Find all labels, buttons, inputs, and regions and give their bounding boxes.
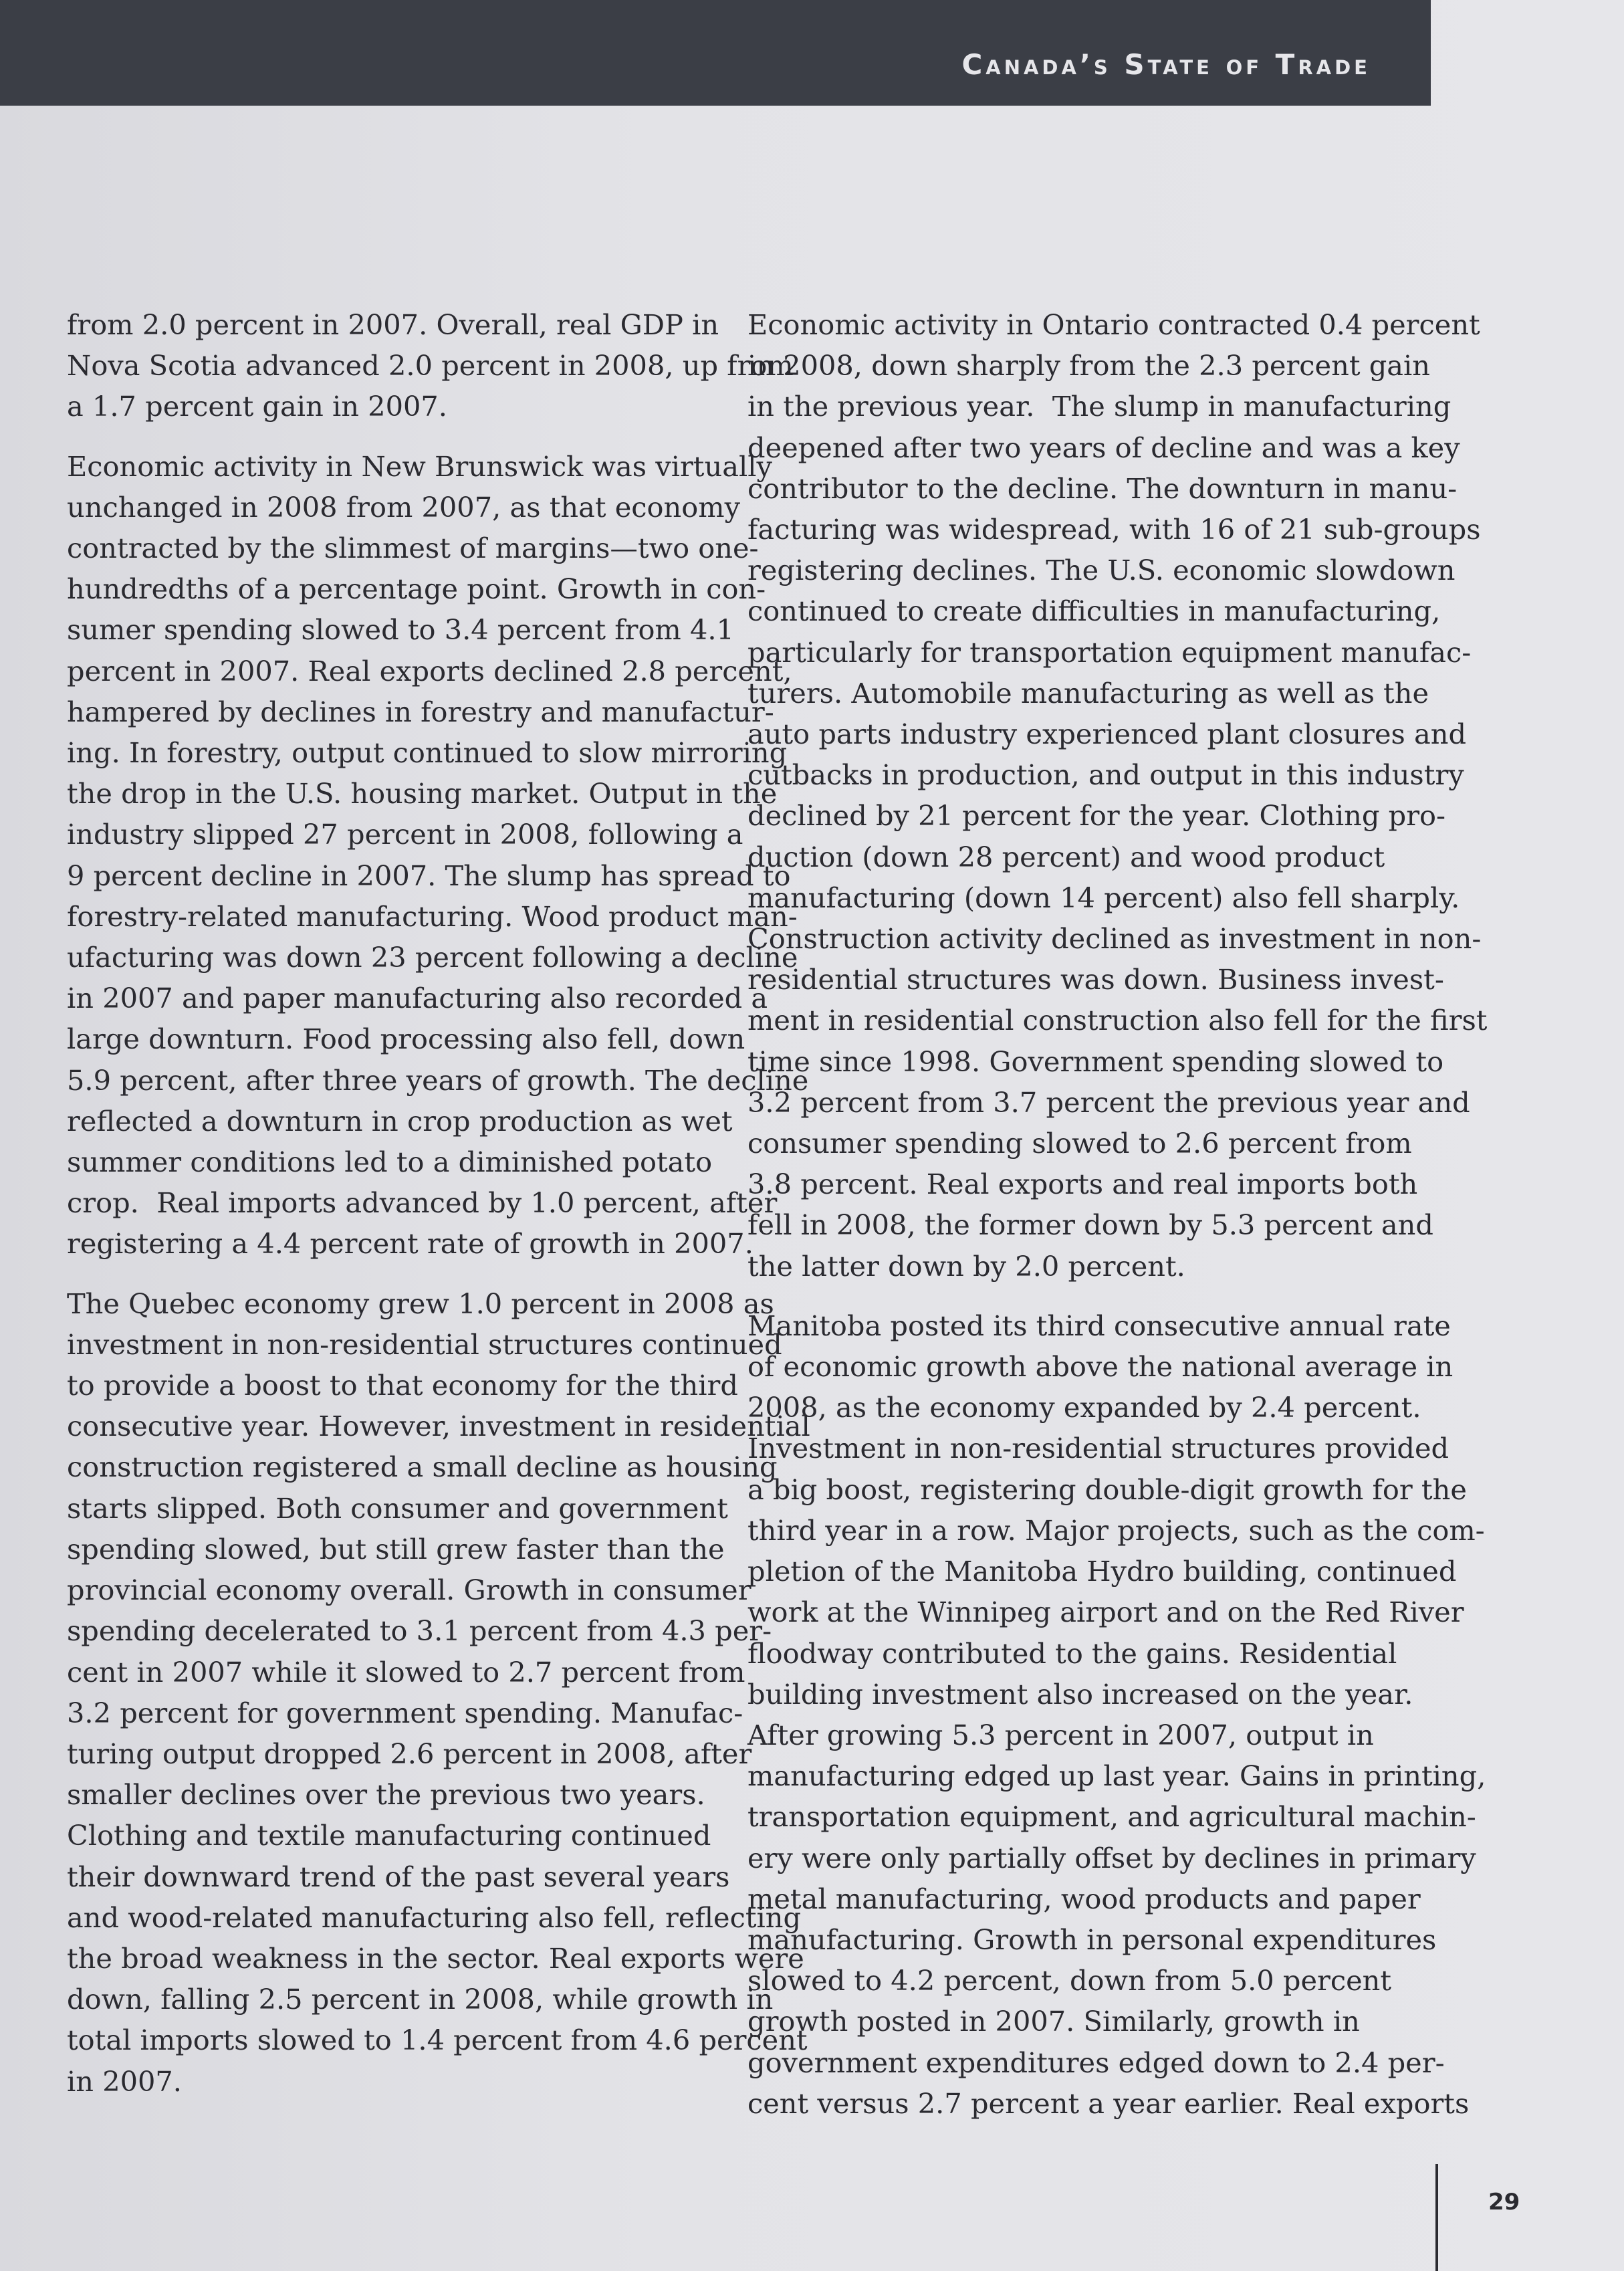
text-line: declined by 21 percent for the year. Clothing pro- [747, 799, 1446, 833]
text-line: construction registered a small decline as housing [67, 1450, 778, 1484]
text-line: the latter down by 2.0 percent. [747, 1249, 1185, 1283]
text-line: consecutive year. However, investment in residential [67, 1410, 810, 1443]
text-line: growth posted in 2007. Similarly, growth in [747, 2005, 1360, 2038]
text-line: deepened after two years of decline and was a key [747, 431, 1460, 464]
running-header-title: Canada’s State of Trade [961, 48, 1371, 81]
paragraph [67, 304, 794, 427]
text-line: ment in residential construction also fell for the first [747, 1004, 1488, 1037]
text-line: contracted by the slimmest of margins—two one- [67, 532, 759, 565]
text-line: 2008, as the economy expanded by 2.4 percent. [747, 1391, 1421, 1424]
text-line: work at the Winnipeg airport and on the Red River [747, 1596, 1464, 1629]
text-line: a big boost, registering double-digit growth for the [747, 1473, 1467, 1506]
text-line: down, falling 2.5 percent in 2008, while growth in [67, 1983, 774, 2016]
text-line: forestry-related manufacturing. Wood product man- [67, 899, 798, 933]
text-line: smaller declines over the previous two years. [67, 1778, 705, 1812]
text-line: ufacturing was down 23 percent following a decline [67, 941, 798, 974]
text-line: large downturn. Food processing also fell, down [67, 1022, 745, 1056]
text-line: metal manufacturing, wood products and paper [747, 1882, 1421, 1915]
text-line: fell in 2008, the former down by 5.3 percent and [747, 1208, 1433, 1242]
page-number: 29 [1488, 2189, 1520, 2215]
text-line: investment in non-residential structures continued [67, 1327, 782, 1361]
text-line: hampered by declines in forestry and manufactur- [67, 695, 774, 728]
text-line: from 2.0 percent in 2007. Overall, real GDP in [67, 308, 719, 341]
text-line: summer conditions led to a diminished potato [67, 1146, 713, 1179]
text-line: cent in 2007 while it slowed to 2.7 percent from [67, 1655, 745, 1689]
text-line: Investment in non-residential structures provided [747, 1432, 1449, 1465]
text-line: time since 1998. Government spending slowed to [747, 1045, 1444, 1078]
text-line: continued to create difficulties in manufacturing, [747, 594, 1441, 628]
text-line: registering declines. The U.S. economic slowdown [747, 554, 1456, 587]
text-line: 5.9 percent, after three years of growth. The decline [67, 1063, 809, 1097]
text-line: spending decelerated to 3.1 percent from 4.3 per- [67, 1614, 772, 1648]
text-line: to provide a boost to that economy for the third [67, 1369, 738, 1402]
text-line: Construction activity declined as investment in non- [747, 922, 1482, 956]
text-line: After growing 5.3 percent in 2007, output in [747, 1718, 1374, 1751]
text-line: 9 percent decline in 2007. The slump has spread to [67, 859, 791, 892]
text-line: the drop in the U.S. housing market. Output in the [67, 777, 778, 810]
text-line: turers. Automobile manufacturing as well as the [747, 676, 1429, 710]
text-line: a 1.7 percent gain in 2007. [67, 390, 447, 423]
text-line: Manitoba posted its third consecutive annual rate [747, 1309, 1451, 1342]
text-line: ery were only partially offset by declines in primary [747, 1841, 1476, 1874]
text-line: of economic growth above the national average in [747, 1350, 1454, 1384]
text-line: Clothing and textile manufacturing continued [67, 1819, 711, 1852]
text-line: registering a 4.4 percent rate of growth in 2007. [67, 1227, 753, 1261]
text-line: hundredths of a percentage point. Growth in con- [67, 572, 766, 606]
text-line: provincial economy overall. Growth in consumer [67, 1574, 751, 1607]
text-line: 3.2 percent for government spending. Manufac- [67, 1696, 743, 1729]
text-line: spending slowed, but still grew faster than the [67, 1532, 725, 1565]
text-line: reflected a downturn in crop production as wet [67, 1104, 733, 1138]
text-line: 3.2 percent from 3.7 percent the previous year and [747, 1085, 1470, 1119]
paragraph [67, 446, 809, 1265]
text-line: and wood-related manufacturing also fell, reflecting [67, 1901, 802, 1934]
text-line: manufacturing. Growth in personal expenditures [747, 1923, 1437, 1956]
text-line: slowed to 4.2 percent, down from 5.0 percent [747, 1964, 1392, 1997]
text-line: sumer spending slowed to 3.4 percent from 4.1 [67, 613, 734, 647]
text-line: crop. Real imports advanced by 1.0 percent, after [67, 1186, 778, 1220]
text-line: industry slipped 27 percent in 2008, following a [67, 818, 743, 851]
paragraph [747, 304, 1488, 1287]
text-line: cutbacks in production, and output in this industry [747, 758, 1464, 792]
text-line: floodway contributed to the gains. Residential [747, 1636, 1397, 1670]
paragraph [747, 1305, 1486, 2124]
header-bar [0, 0, 1431, 106]
text-line: duction (down 28 percent) and wood product [747, 840, 1385, 873]
text-line: Economic activity in New Brunswick was virtually [67, 449, 772, 483]
text-line: in 2007 and paper manufacturing also recorded a [67, 982, 768, 1015]
text-line: unchanged in 2008 from 2007, as that economy [67, 490, 741, 524]
text-line: starts slipped. Both consumer and government [67, 1491, 728, 1525]
text-line: transportation equipment, and agricultural machin- [747, 1800, 1476, 1834]
text-line: residential structures was down. Business invest- [747, 963, 1444, 996]
text-line: percent in 2007. Real exports declined 2.8 percent, [67, 654, 792, 687]
text-line: in the previous year. The slump in manufacturing [747, 390, 1452, 423]
text-line: facturing was widespread, with 16 of 21 sub-groups [747, 513, 1481, 546]
text-line: ing. In forestry, output continued to slow mirroring [67, 736, 788, 770]
text-line: Economic activity in Ontario contracted 0.4 percent [747, 308, 1480, 341]
text-line: the broad weakness in the sector. Real exports were [67, 1941, 804, 1975]
text-line: consumer spending slowed to 2.6 percent from [747, 1127, 1412, 1160]
text-line: building investment also increased on the year. [747, 1677, 1413, 1711]
text-line: pletion of the Manitoba Hydro building, continued [747, 1555, 1457, 1588]
paragraph [67, 1283, 810, 2102]
text-line: third year in a row. Major projects, such as the com- [747, 1513, 1485, 1547]
text-line: cent versus 2.7 percent a year earlier. Real exports [747, 2086, 1470, 2120]
text-line: particularly for transportation equipment manufac- [747, 635, 1472, 669]
text-line: contributor to the decline. The downturn in manu- [747, 471, 1458, 505]
left-text-column [67, 304, 810, 2121]
text-line: The Quebec economy grew 1.0 percent in 2008 as [67, 1287, 774, 1320]
text-line: manufacturing (down 14 percent) also fell sharply. [747, 881, 1460, 914]
text-line: in 2008, down sharply from the 2.3 percent gain [747, 349, 1431, 383]
text-line: their downward trend of the past several years [67, 1860, 730, 1893]
text-line: turing output dropped 2.6 percent in 2008, after [67, 1737, 752, 1770]
right-text-column [747, 304, 1488, 2143]
text-line: total imports slowed to 1.4 percent from 4.6 percent [67, 2024, 808, 2057]
text-line: government expenditures edged down to 2.4 per- [747, 2046, 1445, 2079]
text-line: Nova Scotia advanced 2.0 percent in 2008, up from [67, 349, 794, 383]
page-number-rule [1435, 2164, 1438, 2271]
text-line: 3.8 percent. Real exports and real imports both [747, 1168, 1418, 1201]
text-line: manufacturing edged up last year. Gains in printing, [747, 1759, 1486, 1793]
text-line: auto parts industry experienced plant closures and [747, 718, 1467, 751]
text-line: in 2007. [67, 2064, 182, 2098]
